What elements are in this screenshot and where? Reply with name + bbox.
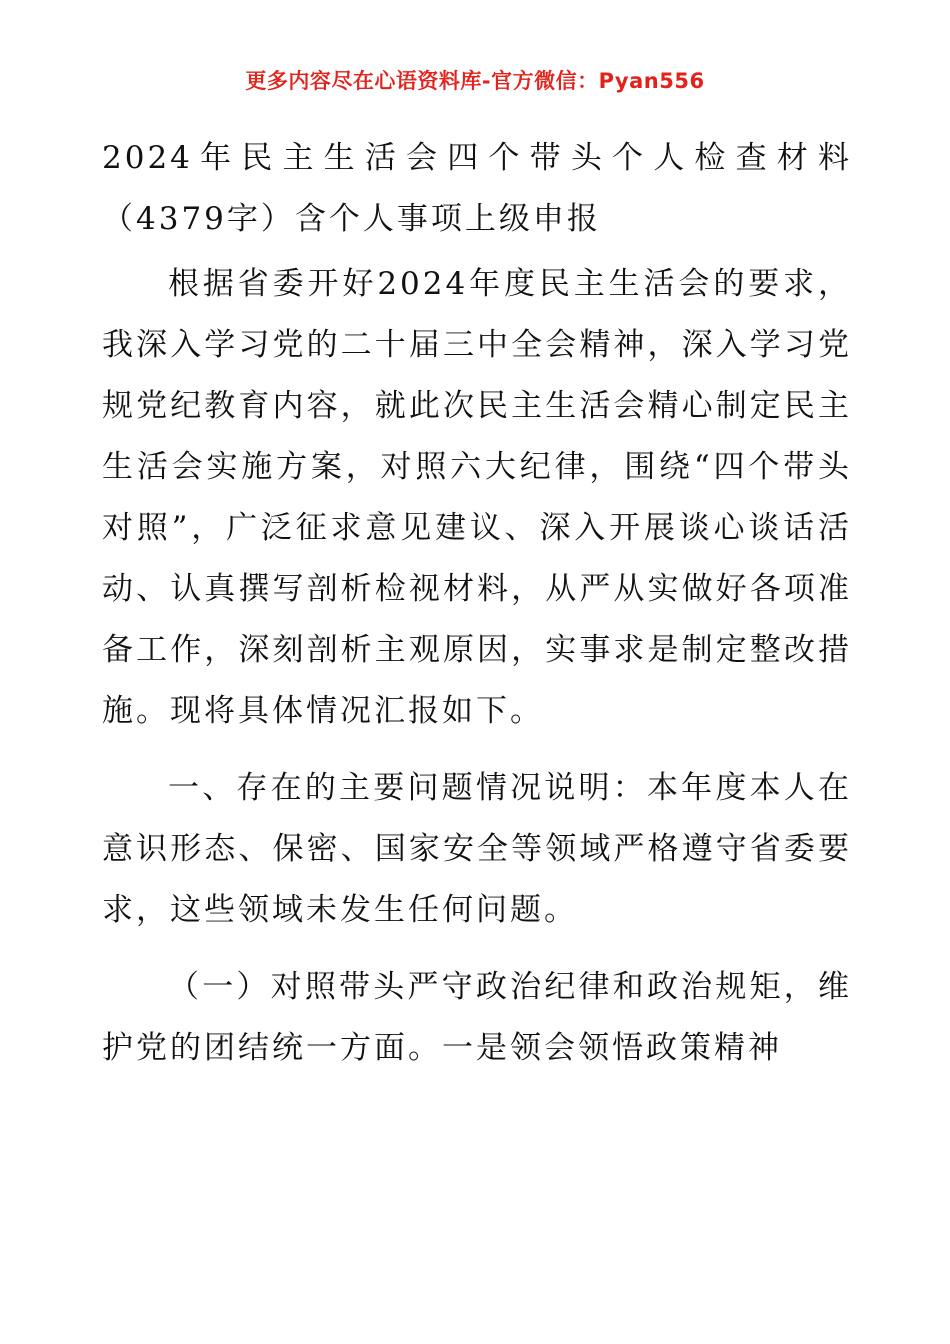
document-body bbox=[102, 128, 852, 1095]
paragraph-intro: 根据省委开好2024年度民主生活会的要求，我深入学习党的二十届三中全会精神，深入学习党规党纪教育内容，就此次民主生活会精心制定民主生活会实施方案，对照六大纪律，围绕“四个带头对照”，广泛征求意见建议、深入开展谈心谈话活动、认真撰写剖析检视材料，从严从实做好各项准备工作，深刻剖析主观原因，实事求是制定整改措施。现将具体情况汇报如下。 bbox=[102, 266, 852, 729]
watermark-banner: 更多内容尽在心语资料库-官方微信：Pyan556 bbox=[245, 69, 705, 93]
paragraph-section-one: 一、存在的主要问题情况说明：本年度本人在意识形态、保密、国家安全等领域严格遵守省委要求，这些领域未发生任何问题。 bbox=[102, 770, 852, 928]
document-title: 2024年民主生活会四个带头个人检查材料（4379字）含个人事项上级申报 bbox=[102, 140, 852, 237]
paragraph-subsection-one: （一）对照带头严守政治纪律和政治规矩，维护党的团结统一方面。一是领会领悟政策精神 bbox=[102, 969, 852, 1066]
